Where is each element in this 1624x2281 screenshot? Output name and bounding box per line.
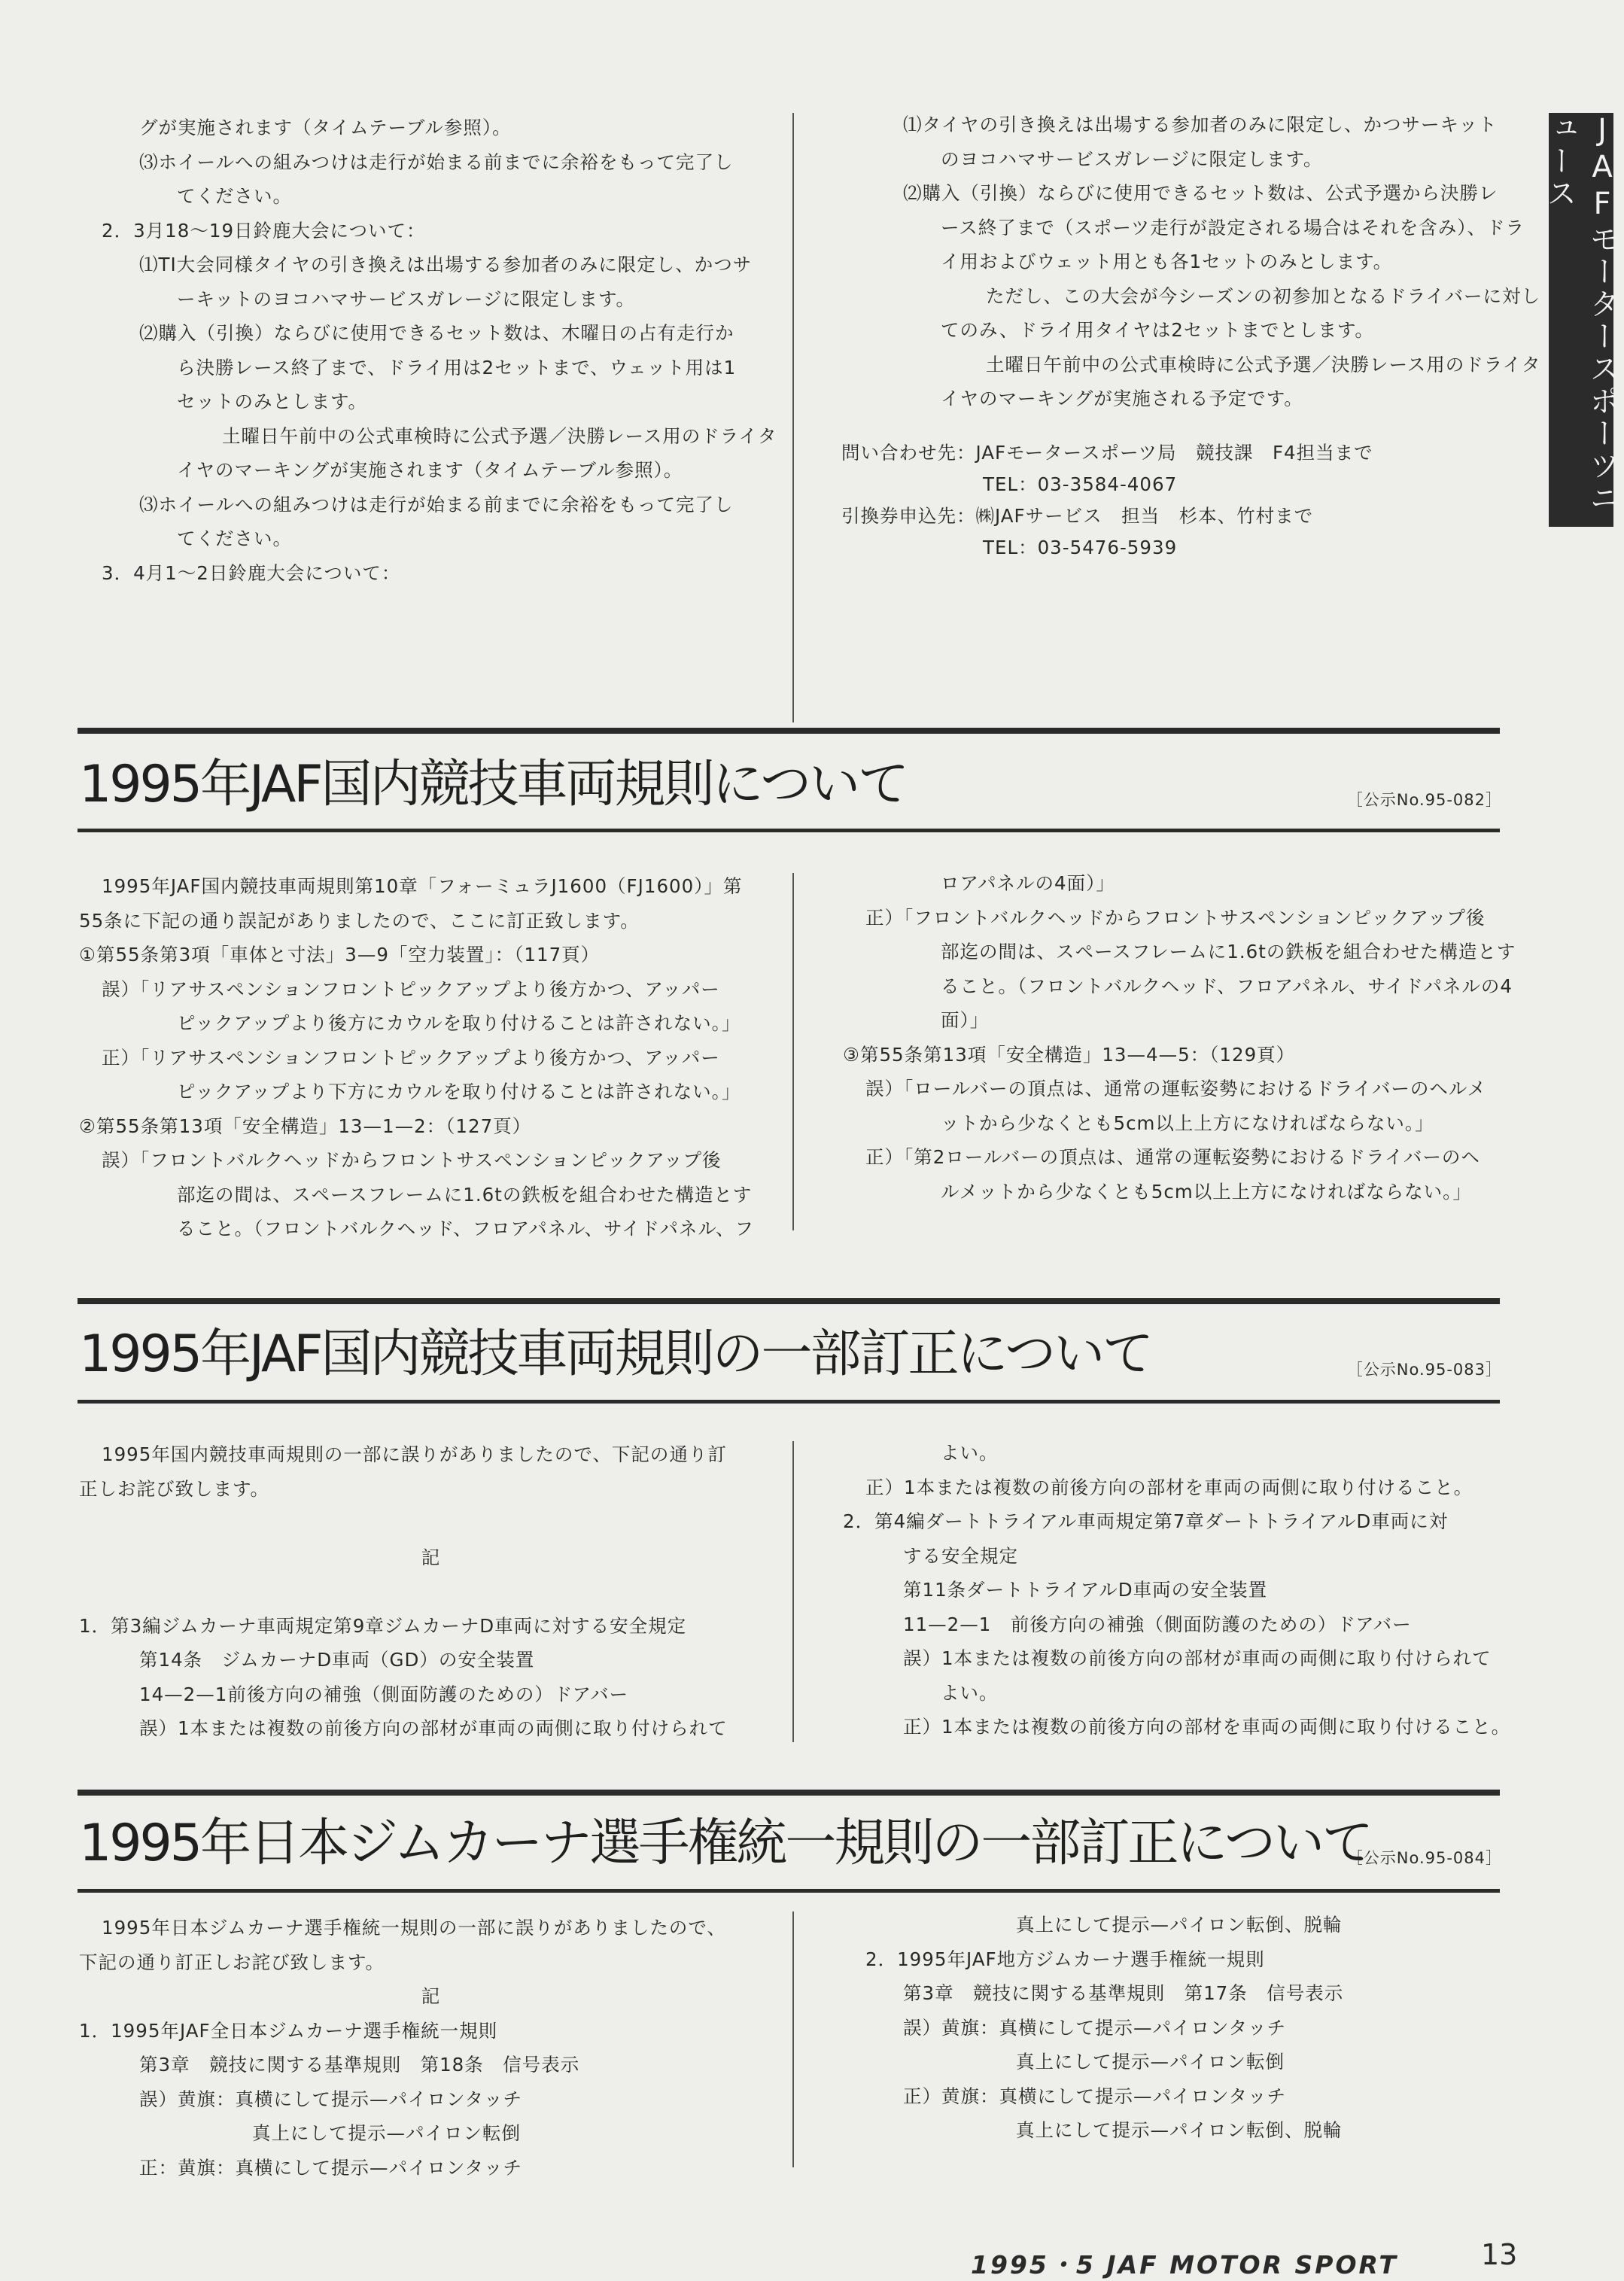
text-line: 1995年JAF国内競技車両規則第10章「フォーミュラJ1600（FJ1600）」第 (102, 875, 743, 897)
text-line: 誤）「リアサスペンションフロントピックアップより後方かつ、アッパー (102, 978, 720, 1000)
column-divider (792, 113, 794, 722)
section1-left-column (79, 869, 783, 1246)
text-line: 第14条 ジムカーナD車両（GD）の安全装置 (139, 1649, 535, 1671)
text-line: セットのみとします。 (177, 391, 368, 412)
text-line: ⑵購入（引換）ならびに使用できるセット数は、木曜日の占有走行か (139, 322, 734, 344)
text-line: よい。 (941, 1442, 999, 1464)
text-line: ⑴TI大会同様タイヤの引き換えは出場する参加者のみに限定し、かつサ (139, 254, 753, 275)
text-line: イヤのマーキングが実施されます（タイムテーブル参照）。 (177, 459, 683, 481)
text-line: ルメットから少なくとも5cm以上上方になければならない。」 (941, 1180, 1472, 1203)
section-bottom-rule (78, 829, 1500, 832)
section2-left-column (79, 1437, 783, 1746)
text-line (79, 1574, 783, 1609)
section3-right-column (843, 1908, 1505, 2148)
text-line: 1995年日本ジムカーナ選手権統一規則の一部に誤りがありましたので、 (102, 1917, 726, 1939)
text-line: ピックアップより下方にカウルを取り付けることは許されない。」 (177, 1081, 741, 1102)
text-line: ーキットのヨコハマサービスガレージに限定します。 (177, 287, 636, 310)
contact-line-1 (841, 437, 1504, 469)
text-line: イヤのマーキングが実施される予定です。 (941, 388, 1303, 409)
contact-value: JAFモータースポーツ局 競技課 F4担当まで (975, 442, 1373, 464)
text-line: ただし、この大会が今シーズンの初参加となるドライバーに対し (986, 284, 1541, 307)
text-line: 真上にして提示—パイロン転倒、脱輪 (1016, 2119, 1343, 2141)
text-line: 2．第4編ダートトライアル車両規定第7章ダートトライアルD車両に対 (843, 1510, 1449, 1532)
text-line: ること。（フロントバルクヘッド、フロアパネル、サイドパネル、フ (177, 1218, 754, 1239)
text-line: 第3章 競技に関する基準規則 第17条 信号表示 (903, 1982, 1344, 2004)
text-line: ら決勝レース終了まで、ドライ用は2セットまで、ウェット用は1 (177, 356, 737, 379)
section1-right-column (843, 866, 1516, 1209)
text-line: 面）」 (941, 1009, 990, 1031)
text-line: ットから少なくとも5cm以上上方になければならない。」 (941, 1112, 1434, 1134)
section-title: 1995年JAF国内競技車両規則について (79, 755, 908, 814)
text-line: てください。 (177, 528, 292, 549)
section-title: 1995年日本ジムカーナ選手権統一規則の一部訂正について (79, 1814, 1371, 1873)
text-line: 正）「フロントバルクヘッドからフロントサスペンションピックアップ後 (865, 906, 1486, 929)
section-bottom-rule (78, 1400, 1500, 1404)
top-left-column (79, 111, 783, 590)
text-line: 正）1本または複数の前後方向の部材を車両の両側に取り付けること。 (865, 1476, 1473, 1498)
text-line: 55条に下記の通り誤記がありましたので、ここに訂正致します。 (79, 909, 640, 932)
text-line: 誤）黄旗：真横にして提示—パイロンタッチ (139, 2088, 523, 2110)
top-right-column (843, 108, 1541, 416)
text-line: 1995年国内競技車両規則の一部に誤りがありましたので、下記の通り訂 (102, 1443, 727, 1465)
text-line: 2．1995年JAF地方ジムカーナ選手権統一規則 (865, 1948, 1265, 1970)
section-bottom-rule (78, 1889, 1500, 1893)
text-line: 土曜日午前中の公式車検時に公式予選／決勝レース用のドライタ (986, 353, 1541, 376)
text-line: ⑶ホイールへの組みつけは走行が始まる前までに余裕をもって完了し (139, 493, 734, 516)
text-line: 正）1本または複数の前後方向の部材を車両の両側に取り付けること。 (903, 1716, 1511, 1738)
text-line: 正しお詫び致します。 (79, 1477, 270, 1500)
text-line: 下記の通り訂正しお詫び致します。 (79, 1951, 385, 1973)
contact-label: 引換券申込先： (841, 505, 976, 527)
contact-block (841, 437, 1504, 564)
text-line: 14—2—1前後方向の補強（側面防護のための）ドアバー (139, 1683, 629, 1705)
text-line: ①第55条第3項「車体と寸法」3—9「空力装置」：（117頁） (79, 944, 601, 966)
text-line: 記 (421, 1985, 441, 2007)
text-line: 誤）「ロールバーの頂点は、通常の運転姿勢におけるドライバーのヘルメ (865, 1078, 1487, 1099)
text-line: 11—2—1 前後方向の補強（側面防護のための）ドアバー (903, 1613, 1412, 1635)
text-line: 正）黄旗：真横にして提示—パイロンタッチ (903, 2085, 1287, 2107)
text-line: する安全規定 (903, 1544, 1018, 1567)
text-line: 誤）黄旗：真横にして提示—パイロンタッチ (903, 2016, 1287, 2039)
text-line: 部迄の間は、スペースフレームに1.6tの鉄板を組合わせた構造とす (177, 1183, 753, 1206)
section3-left-column (79, 1911, 783, 2185)
text-line: 部迄の間は、スペースフレームに1.6tの鉄板を組合わせた構造とす (941, 941, 1516, 963)
section-title: 1995年JAF国内競技車両規則の一部訂正について (79, 1325, 1152, 1384)
text-line: 1．第3編ジムカーナ車両規定第9章ジムカーナD車両に対する安全規定 (79, 1614, 687, 1637)
contact-phone: TEL：03-3584-4067 (983, 473, 1178, 495)
text-line: 1．1995年JAF全日本ジムカーナ選手権統一規則 (79, 2019, 498, 2042)
text-line: 誤）1本または複数の前後方向の部材が車両の両側に取り付けられて (903, 1647, 1492, 1669)
text-line: 正）「リアサスペンションフロントピックアップより後方かつ、アッパー (102, 1046, 720, 1069)
text-line: 真上にして提示—パイロン転倒、脱輪 (1016, 1914, 1343, 1936)
notice-number: ［公示No.95-083］ (1346, 1361, 1502, 1379)
text-line: 真上にして提示—パイロン転倒 (252, 2122, 521, 2144)
text-line: ⑵購入（引換）ならびに使用できるセット数は、公式予選から決勝レ (903, 182, 1498, 204)
column-divider (792, 873, 794, 1230)
contact-value: ㈱JAFサービス 担当 杉本、竹村まで (975, 505, 1314, 527)
text-line: 誤）「フロントバルクヘッドからフロントサスペンションピックアップ後 (102, 1149, 722, 1171)
sidebar-tab: JAFモータースポーツニュース (1549, 113, 1613, 527)
text-line: ⑴タイヤの引き換えは出場する参加者のみに限定し、かつサーキット (903, 114, 1498, 135)
text-line: 3．4月1〜2日鈴鹿大会について： (102, 561, 401, 584)
text-line: 真上にして提示—パイロン転倒 (1016, 2051, 1285, 2073)
contact-line-2 (841, 500, 1504, 532)
text-line: ピックアップより後方にカウルを取り付けることは許されない。」 (177, 1012, 741, 1034)
magazine-footer: 1995・5 JAF MOTOR SPORT (971, 2250, 1398, 2279)
text-line: ロアパネルの4面）」 (941, 872, 1115, 894)
section-top-rule (78, 1298, 1500, 1304)
section-top-rule (78, 728, 1500, 734)
text-line: 土曜日午前中の公式車検時に公式予選／決勝レース用のドライタ (222, 424, 777, 447)
notice-number: ［公示No.95-084］ (1346, 1849, 1502, 1867)
text-line: 2．3月18〜19日鈴鹿大会について： (102, 219, 426, 242)
contact-label: 問い合わせ先： (841, 442, 976, 464)
text-line: 第3章 競技に関する基準規則 第18条 信号表示 (139, 2054, 580, 2076)
text-line: のヨコハマサービスガレージに限定します。 (941, 148, 1323, 170)
text-line: ③第55条第13項「安全構造」13—4—5：（129頁） (843, 1043, 1296, 1066)
text-line: よい。 (941, 1681, 999, 1704)
text-line: てのみ、ドライ用タイヤは2セットまでとします。 (941, 319, 1374, 341)
text-line: てください。 (177, 185, 292, 207)
contact-phone: TEL：03-5476-5939 (983, 537, 1178, 558)
text-line: 第11条ダートトライアルD車両の安全装置 (903, 1579, 1268, 1601)
column-divider (792, 1441, 794, 1742)
text-line: 誤）1本または複数の前後方向の部材が車両の両側に取り付けられて (139, 1717, 728, 1739)
text-line: ること。（フロントバルクヘッド、フロアパネル、サイドパネルの4 (941, 975, 1513, 997)
section2-right-column (843, 1436, 1511, 1744)
text-line: 正：黄旗：真横にして提示—パイロンタッチ (139, 2156, 523, 2179)
text-line: ②第55条第13項「安全構造」13—1—2：（127頁） (79, 1115, 532, 1137)
text-line: ース終了まで（スポーツ走行が設定される場合はそれを含み）、ドラ (941, 216, 1525, 239)
text-line: 記 (421, 1546, 441, 1568)
section-top-rule (78, 1790, 1500, 1796)
text-line: ⑶ホイールへの組みつけは走行が始まる前までに余裕をもって完了し (139, 151, 734, 173)
column-divider (792, 1911, 794, 2167)
text-line: グが実施されます（タイムテーブル参照）。 (139, 117, 512, 138)
text-line (79, 1506, 783, 1540)
page-number: 13 (1481, 2238, 1518, 2271)
text-line: イ用およびウェット用とも各1セットのみとします。 (941, 251, 1393, 272)
notice-number: ［公示No.95-082］ (1346, 791, 1502, 809)
text-line: 正）「第2ロールバーの頂点は、通常の運転姿勢におけるドライバーのヘ (865, 1146, 1480, 1168)
